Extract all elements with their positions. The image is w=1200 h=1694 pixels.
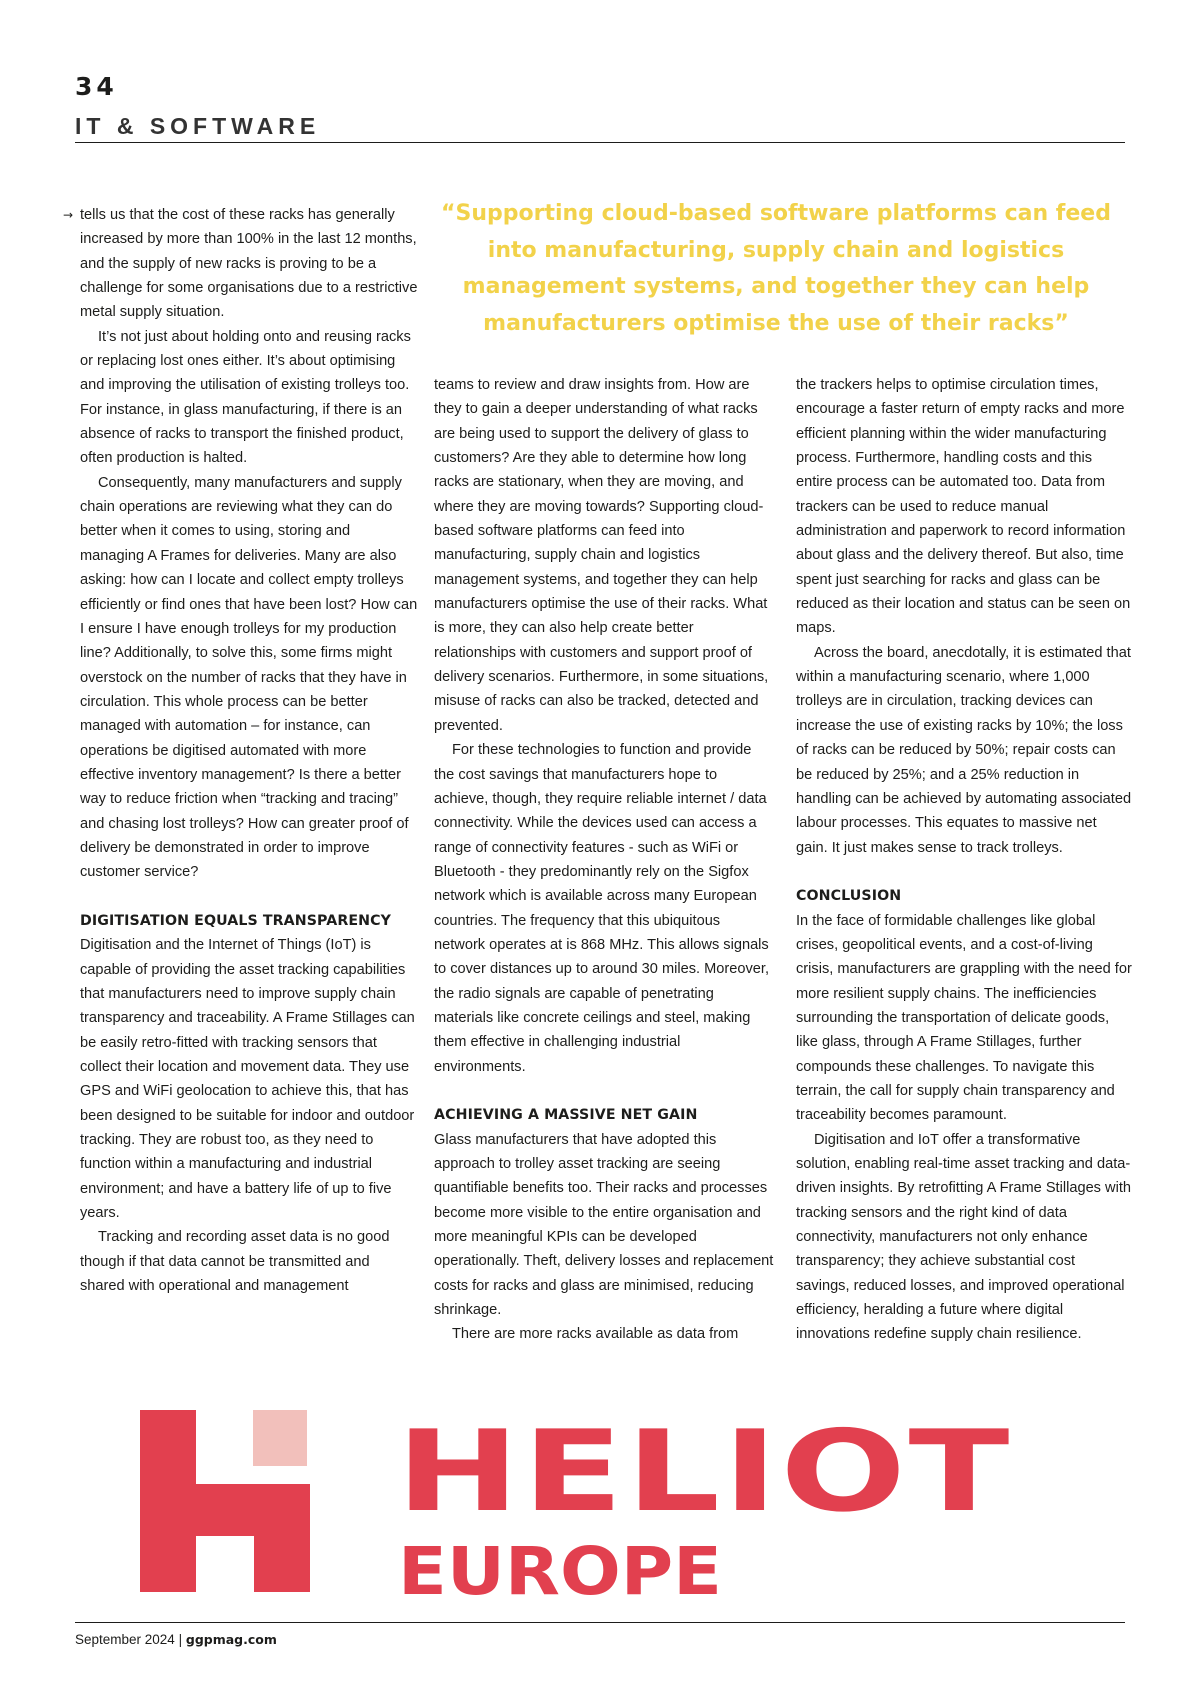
heliot-europe-logo <box>140 1398 1080 1598</box>
footer-divider <box>75 1622 1125 1623</box>
paragraph: For these technologies to function and provide the cost savings that manufacturers hope to achieve, though, they require reliable internet / data connectivity. While the devices used can access a range of connectivity features - such as WiFi or Bluetooth - they predominantly rely on the Sigfox network which is available across many European countries. The frequency that this ubiquitous network operates at is 868 MHz. This allows signals to cover distances up to around 30 miles. Moreover, the radio signals are capable of penetrating materials like concrete ceilings and steel, making them effective in challenging industrial environments. <box>434 742 770 1075</box>
header-divider <box>75 142 1125 143</box>
paragraph: Consequently, many manufacturers and supply chain operations are reviewing what they can do better when it comes to using, storing and managing A Frames for deliveries. Many are also asking: how can I locate and collect empty trolleys efficiently or find ones that have been lost? How can I ensure I have enough trolleys for my production line? Additionally, to solve this, some firms might overstock on the number of racks that they have in circulation. This whole process can be better managed with automation – for instance, can operations be digitised automated with more effective inventory management? Is there a better way to reduce friction when “tracking and tracing” and chasing lost trolleys? How can greater proof of delivery be demonstrated in order to improve customer service? <box>80 474 418 881</box>
subheading-conclusion: CONCLUSION <box>796 888 902 905</box>
logo-wordmark-europe: EUROPE <box>398 1533 722 1598</box>
footer <box>75 1632 277 1647</box>
subheading-digitisation: DIGITISATION EQUALS TRANSPARENCY <box>80 912 391 929</box>
pull-quote: “Supporting cloud-based software platforms can feed into manufacturing, supply chain and logistics management systems, and together they can help manufacturers optimise the use of their racks” <box>441 201 1111 336</box>
section-title: IT & SOFTWARE <box>75 113 321 139</box>
article-column-2 <box>434 373 774 1347</box>
logo-h-right-bar <box>254 1484 310 1592</box>
article-column-1 <box>63 203 418 1298</box>
page-number: 34 <box>75 72 118 101</box>
paragraph: Tracking and recording asset data is no good though if that data cannot be transmitted and shared with operational and management <box>80 1229 390 1295</box>
footer-date: September 2024 <box>75 1632 175 1647</box>
paragraph: Digitisation and the Internet of Things (IoT) is capable of providing the asset tracking capabilities that manufacturers need to improve supply chain transparency and traceability. A Frame Stillages can be easily retro-fitted with tracking sensors that collect their location and movement data. They use GPS and WiFi geolocation to achieve this, that has been designed to be suitable for indoor and outdoor tracking. They are robust too, as they need to function within a manufacturing and industrial environment; and have a battery life of up to five years. <box>80 937 415 1222</box>
continuation-arrow-icon: → <box>63 208 74 222</box>
subheading-net-gain: ACHIEVING A MASSIVE NET GAIN <box>434 1107 698 1124</box>
paragraph: tells us that the cost of these racks has generally increased by more than 100% in the last 12 months, and the supply of new racks is proving to be a challenge for some organisations due to a restrictive metal supply situation. <box>80 207 418 321</box>
paragraph: teams to review and draw insights from. How are they to gain a deeper understanding of what racks are being used to support the delivery of glass to customers? Are they able to determine how long racks are stationary, when they are moving, and where they are moving towards? Supporting cloud-based software platforms can feed into manufacturing, supply chain and logistics management systems, and together they can help manufacturers optimise the use of their racks. What is more, they can also help create better relationships with customers and support proof of delivery scenarios. Furthermore, in some situations, misuse of racks can also be tracked, detected and prevented. <box>434 377 769 734</box>
paragraph: It’s not just about holding onto and reusing racks or replacing lost ones either. It’s about optimising and improving the utilisation of existing trolleys too. For instance, in glass manufacturing, if there is an absence of racks to transport the finished product, often production is halted. <box>80 328 411 467</box>
paragraph: the trackers helps to optimise circulation times, encourage a faster return of empty racks and more efficient planning within the wider manufacturing process. Furthermore, handling costs and this entire process can be automated too. Data from trackers can be used to reduce manual administration and paperwork to record information about glass and the delivery thereof. But also, time spent just searching for racks and glass can be reduced as their location and status can be seen on maps. <box>796 377 1131 637</box>
paragraph: In the face of formidable challenges like global crises, geopolitical events, and a cost-of-living crisis, manufacturers are grappling with the need for more resilient supply chains. The inefficiencies surrounding the transportation of delicate goods, like glass, through A Frame Stillages, further compounds these challenges. To navigate this terrain, the call for supply chain transparency and traceability becomes paramount. <box>796 912 1132 1124</box>
logo-wordmark-heliot: HELIOT <box>396 1407 1012 1537</box>
paragraph: Glass manufacturers that have adopted this approach to trolley asset tracking are seeing quantifiable benefits too. Their racks and processes become more visible to the entire organisation and more meaningful KPIs can be developed operationally. Theft, delivery losses and replacement costs for racks and glass are minimised, reducing shrinkage. <box>434 1131 774 1319</box>
footer-separator: | <box>178 1632 183 1647</box>
footer-site: ggpmag.com <box>185 1632 277 1647</box>
paragraph: Across the board, anecdotally, it is estimated that within a manufacturing scenario, where 1,000 trolleys are in circulation, tracking devices can increase the use of existing racks by 10%; the loss of racks can be reduced by 50%; repair costs can be reduced by 25%; and a 25% reduction in handling can be achieved by automating associated labour processes. This equates to massive net gain. It just makes sense to track trolleys. <box>796 644 1132 856</box>
article-column-3 <box>796 373 1132 1347</box>
paragraph: There are more racks available as data from <box>452 1326 739 1343</box>
logo-accent-square <box>253 1410 307 1466</box>
paragraph: Digitisation and IoT offer a transformative solution, enabling real-time asset tracking and data-driven insights. By retrofitting A Frame Stillages with tracking sensors and the right kind of data connectivity, manufacturers not only enhance transparency; they achieve substantial cost savings, reduced losses, and improved operational efficiency, heralding a future where digital innovations redefine supply chain resilience. <box>796 1131 1131 1343</box>
